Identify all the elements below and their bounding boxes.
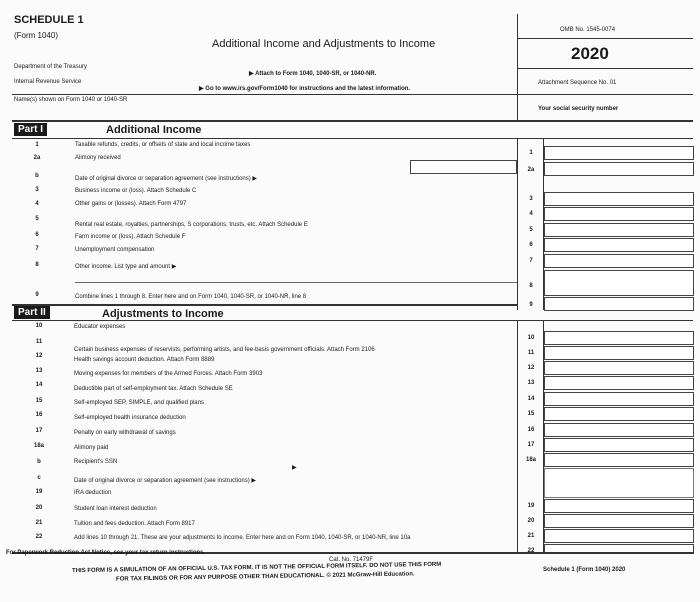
line-12-input[interactable]: [544, 361, 694, 375]
box-label-4: 4: [529, 211, 533, 217]
box-label-17: 17: [527, 442, 535, 448]
part1-title: Additional Income: [106, 124, 202, 136]
box-label-7: 7: [529, 258, 533, 264]
form-label: (Form 1040): [14, 31, 59, 40]
line-11-input[interactable]: [544, 346, 694, 360]
box-label-11: 11: [527, 350, 535, 356]
simulation-notice-2: FOR TAX FILINGS OR FOR ANY PURPOSE OTHER THAN EDUCATIONAL. © 2021 McGraw-Hill Education.: [115, 571, 415, 583]
box-label-19: 19: [527, 503, 535, 509]
dept-treasury: Department of the Treasury: [14, 64, 88, 70]
attachment-sequence: Attachment Sequence No. 01: [538, 80, 617, 86]
line-1-input[interactable]: [544, 146, 694, 160]
line-15-input[interactable]: [544, 407, 694, 421]
box-label-13: 13: [527, 380, 535, 386]
attach-note: ▶ Attach to Form 1040, 1040-SR, or 1040-NR.: [249, 71, 377, 77]
box-label-16: 16: [527, 427, 535, 433]
part2-label: Part II: [14, 306, 50, 319]
line-17-input[interactable]: [544, 438, 694, 452]
omb-number: OMB No. 1545-0074: [560, 27, 616, 33]
box-label-12: 12: [527, 365, 535, 371]
line-19-input[interactable]: [544, 499, 694, 513]
form-title: Additional Income and Adjustments to Income: [212, 38, 436, 50]
box-label-1: 1: [529, 150, 533, 156]
line-13-input[interactable]: [544, 376, 694, 390]
box-label-3: 3: [529, 196, 533, 202]
line-2a-total[interactable]: [544, 162, 694, 176]
part1-label: Part I: [14, 123, 47, 136]
line-20-input[interactable]: [544, 514, 694, 528]
box-label-10: 10: [527, 335, 535, 341]
box-label-15: 15: [527, 411, 535, 417]
line-5-input[interactable]: [544, 223, 694, 237]
arrow-icon: ▶: [292, 465, 297, 471]
catalog-number: Cat. No. 71479F: [329, 557, 374, 563]
box-label-20: 20: [527, 518, 535, 524]
schedule-reference: Schedule 1 (Form 1040) 2020: [543, 567, 626, 573]
box-label-2a: 2a: [527, 167, 535, 173]
simulation-notice-1: THIS FORM IS A SIMULATION OF AN OFFICIAL U.S. TAX FORM. IT IS NOT THE OFFICIAL FORM ITSELF. DO NOT USE THIS FORM: [71, 561, 442, 575]
line-18bc-area: [544, 468, 694, 498]
goto-note: ▶ Go to www.irs.gov/Form1040 for instructions and the latest information.: [199, 86, 411, 92]
dept-irs: Internal Revenue Service: [14, 79, 82, 85]
line-3-input[interactable]: [544, 192, 694, 206]
tax-year: 2020: [571, 44, 609, 63]
line-4-input[interactable]: [544, 207, 694, 221]
line-8-input[interactable]: [544, 270, 694, 296]
box-label-5: 5: [529, 227, 533, 233]
box-label-21: 21: [527, 533, 535, 539]
name-label: Name(s) shown on Form 1040 or 1040-SR: [14, 97, 128, 103]
box-label-22: 22: [527, 548, 535, 554]
line-7-input[interactable]: [544, 254, 694, 268]
schedule-title: SCHEDULE 1: [14, 14, 84, 26]
box-label-9: 9: [529, 302, 533, 308]
box-label-8: 8: [529, 283, 533, 289]
line-2a-input[interactable]: [410, 160, 517, 174]
ssn-label: Your social security number: [538, 106, 619, 112]
line-16-input[interactable]: [544, 423, 694, 437]
line-9-input[interactable]: [544, 297, 694, 311]
line-21-input[interactable]: [544, 529, 694, 543]
part2-title: Adjustments to Income: [102, 308, 224, 320]
box-label-14: 14: [527, 396, 535, 402]
box-label-6: 6: [529, 242, 533, 248]
line-18a-input[interactable]: [544, 453, 694, 467]
line-14-input[interactable]: [544, 392, 694, 406]
paperwork-notice: For Paperwork Reduction Act Notice, see your tax return instructions.: [6, 550, 206, 556]
line-6-input[interactable]: [544, 238, 694, 252]
line-10-input[interactable]: [544, 331, 694, 345]
box-label-18a: 18a: [525, 457, 536, 463]
